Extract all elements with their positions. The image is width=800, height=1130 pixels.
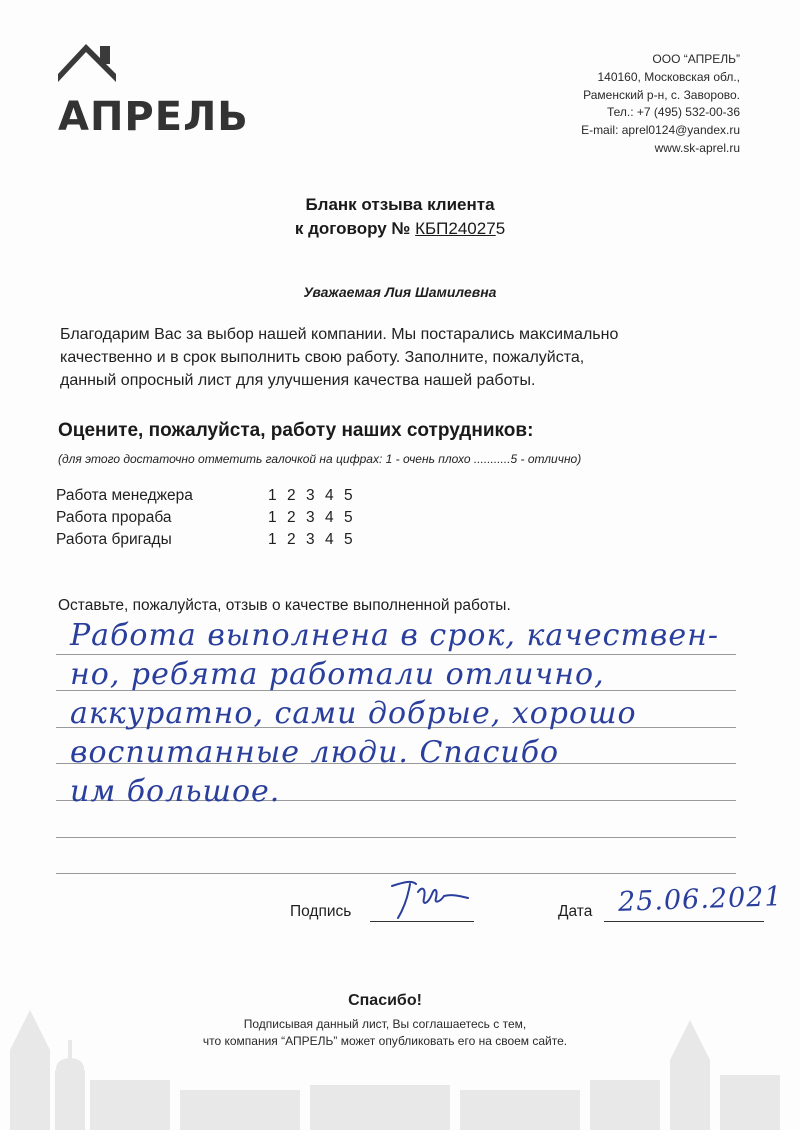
rating-row-manager bbox=[56, 485, 363, 507]
rating-option[interactable]: 4 bbox=[325, 531, 334, 548]
feedback-text-line: им большое. bbox=[70, 774, 281, 809]
rating-option[interactable]: 3 bbox=[306, 487, 315, 504]
thanks-heading: Спасибо! bbox=[348, 992, 422, 1009]
rating-heading: Оцените, пожалуйста, работу наших сотрудников: bbox=[58, 420, 534, 441]
rating-option[interactable]: 5 bbox=[344, 531, 353, 548]
company-logo bbox=[56, 44, 266, 144]
rating-option[interactable]: 2 bbox=[287, 487, 296, 504]
company-phone: Тел.: +7 (495) 532-00-36 bbox=[606, 105, 740, 120]
form-contract-line bbox=[0, 217, 800, 241]
rating-hint: (для этого достаточно отметить галочкой на цифрах: 1 - очень плохо ...........5 - отлично) bbox=[58, 452, 582, 466]
rating-option[interactable]: 2 bbox=[287, 509, 296, 526]
rating-option[interactable]: 5 bbox=[344, 487, 353, 504]
rating-row-crew bbox=[56, 529, 363, 551]
rating-option[interactable]: 4 bbox=[325, 509, 334, 526]
signature-label: Подпись bbox=[290, 903, 352, 920]
rating-scale bbox=[268, 531, 363, 549]
company-line: 140160, Московская обл., bbox=[597, 69, 740, 84]
form-title bbox=[0, 193, 800, 241]
intro-line: качественно и в срок выполнить свою работу. Заполните, пожалуйста, bbox=[60, 349, 585, 366]
feedback-text-line: аккуратно, сами добрые, хорошо bbox=[70, 696, 637, 731]
intro-line: Благодарим Вас за выбор нашей компании. Мы постарались максимально bbox=[60, 326, 619, 343]
writing-line bbox=[56, 837, 736, 838]
rating-label: Работа бригады bbox=[56, 531, 172, 548]
company-website: www.sk-aprel.ru bbox=[654, 140, 740, 155]
consent-text bbox=[0, 1016, 770, 1050]
contract-number: КБП24027 bbox=[415, 219, 496, 238]
salutation: Уважаемая Лия Шамилевна bbox=[303, 284, 497, 300]
rating-option[interactable]: 3 bbox=[306, 509, 315, 526]
contract-prefix: к договору № bbox=[294, 219, 411, 238]
rating-table bbox=[56, 485, 363, 551]
rating-label: Работа менеджера bbox=[56, 487, 193, 504]
rating-option[interactable]: 4 bbox=[325, 487, 334, 504]
signature-scribble bbox=[382, 874, 472, 924]
date-label: Дата bbox=[558, 903, 593, 920]
feedback-text-line: но, ребята работали отлично, bbox=[70, 657, 605, 692]
feedback-prompt: Оставьте, пожалуйста, отзыв о качестве выполненной работы. bbox=[58, 597, 511, 614]
rating-row-foreman bbox=[56, 507, 363, 529]
feedback-text[interactable] bbox=[70, 616, 790, 811]
feedback-text-line: воспитанные люди. Спасибо bbox=[70, 735, 560, 770]
company-line: Раменский р-н, с. Заворово. bbox=[583, 87, 740, 102]
date-value: 25.06.2021 bbox=[617, 881, 784, 918]
intro-text bbox=[60, 323, 750, 392]
company-info bbox=[480, 51, 740, 158]
rating-option[interactable]: 3 bbox=[306, 531, 315, 548]
rating-label: Работа прораба bbox=[56, 509, 172, 526]
form-title-line: Бланк отзыва клиента bbox=[305, 195, 495, 214]
company-email: E-mail: aprel0124@yandex.ru bbox=[581, 123, 740, 138]
house-roof-icon bbox=[56, 44, 126, 88]
contract-number-tail: 5 bbox=[495, 219, 506, 238]
rating-option[interactable]: 1 bbox=[268, 487, 277, 504]
rating-option[interactable]: 1 bbox=[268, 531, 277, 548]
intro-line: данный опросный лист для улучшения качества нашей работы. bbox=[60, 372, 536, 389]
rating-scale bbox=[268, 487, 363, 505]
feedback-text-line: Работа выполнена в срок, качествен- bbox=[70, 618, 720, 653]
consent-line: что компания “АПРЕЛЬ” может опубликовать его на своем сайте. bbox=[202, 1034, 568, 1048]
rating-option[interactable]: 1 bbox=[268, 509, 277, 526]
rating-option[interactable]: 5 bbox=[344, 509, 353, 526]
date-line[interactable] bbox=[604, 921, 764, 922]
consent-line: Подписывая данный лист, Вы соглашаетесь с тем, bbox=[243, 1017, 527, 1031]
logo-brand-name: АПРЕЛЬ bbox=[58, 94, 249, 140]
rating-scale bbox=[268, 509, 363, 527]
rating-option[interactable]: 2 bbox=[287, 531, 296, 548]
company-line: ООО “АПРЕЛЬ” bbox=[652, 52, 740, 66]
